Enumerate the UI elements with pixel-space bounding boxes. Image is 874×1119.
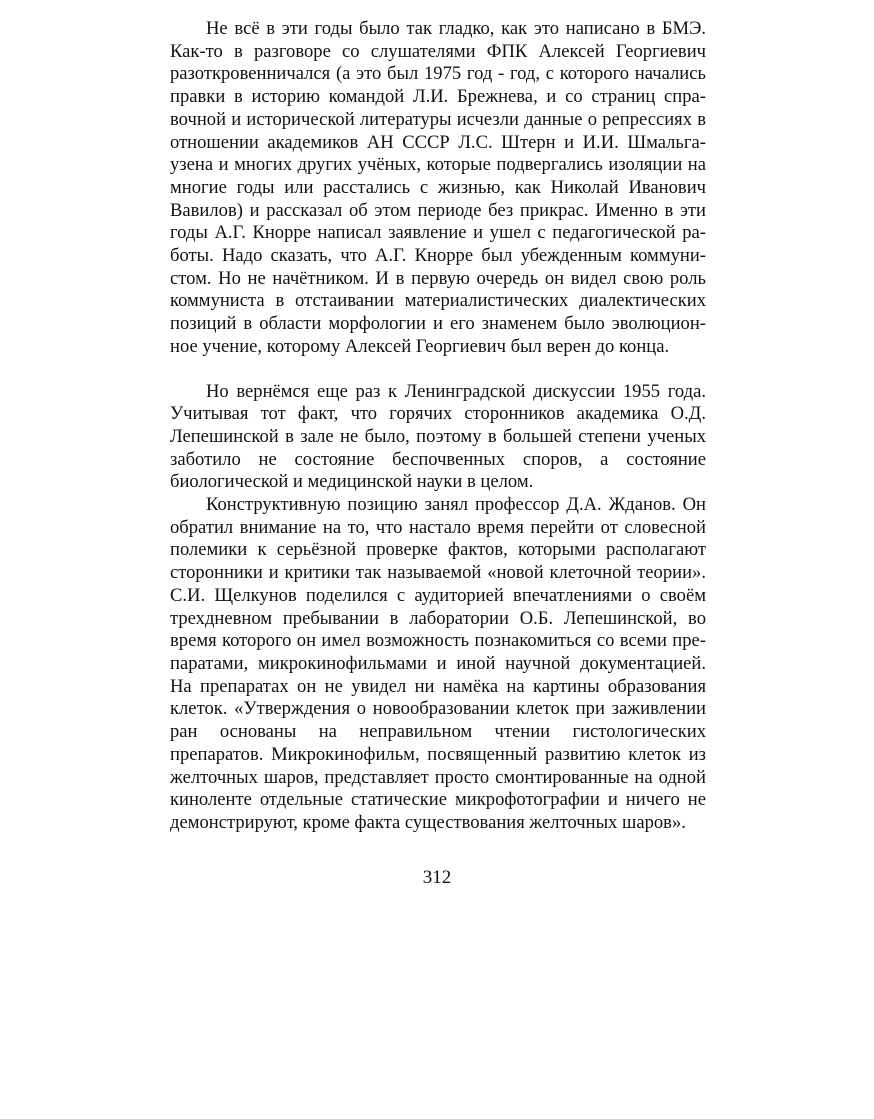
- paragraph-1: Не всё в эти годы было так гладко, как это написано в БМЭ. Как-то в разговоре со слушателями ФПК Алексей Георгиевич разоткровенничался (а это был 1975 год - год, с которого начались правки в историю командой Л.И. Брежнева, и со страниц справочной и исторической литературы исчезли данные о репрессиях в отношении академиков АН СССР Л.С. Штерн и И.И. Шмальгаузена и многих других учёных, которые подвергались изоляции на многие годы или расстались с жизнью, как Николай Иванович Вавилов) и рассказал об этом периоде без прикрас. Именно в эти годы А.Г. Кнорре написал заявление и ушел с педагогической работы. Надо сказать, что А.Г. Кнорре был убежденным коммунистом. Но не начётником. И в первую очередь он видел свою роль коммуниста в отстаивании материалистических диалектических позиций в области морфологии и его знаменем было эволюционное учение, которому Алексей Георгиевич был верен до конца.: [170, 18, 706, 357]
- paragraph-gap: [170, 359, 706, 381]
- paragraph-2: Но вернёмся еще раз к Ленинградской дискуссии 1955 года. Учитывая тот факт, что горячих сторонников академика О.Д. Лепешинской в зале не было, поэтому в большей степени ученых заботило не состояние беспочвенных споров, а состояние биологической и медицинской науки в целом.: [170, 380, 706, 493]
- paragraph-3: Конструктивную позицию занял профессор Д.А. Жданов. Он обратил внимание на то, что настало время перейти от словесной полемики к серьёзной проверке фактов, которыми располагают сторонники и критики так называемой «новой клеточной теории». С.И. Щелкунов поделился с аудиторией впечатлениями о своём трехдневном пребывании в лаборатории О.Б. Лепешинской, во время которого он имел возможность познакомиться со всеми препаратами, микрокинофильмами и иной научной документацией. На препаратах он не увидел ни намёка на картины образования клеток. «Утверждения о новообразовании клеток при заживлении ран основаны на неправильном чтении гистологических препаратов. Микрокинофильм, посвященный развитию клеток из желточных шаров, представляет просто смонтированные на одной киноленте отдельные статические микрофотографии и ничего не демонстрируют, кроме факта существования желточных шаров».: [170, 494, 706, 833]
- page-body: [170, 18, 706, 835]
- page-number: 312: [422, 867, 452, 888]
